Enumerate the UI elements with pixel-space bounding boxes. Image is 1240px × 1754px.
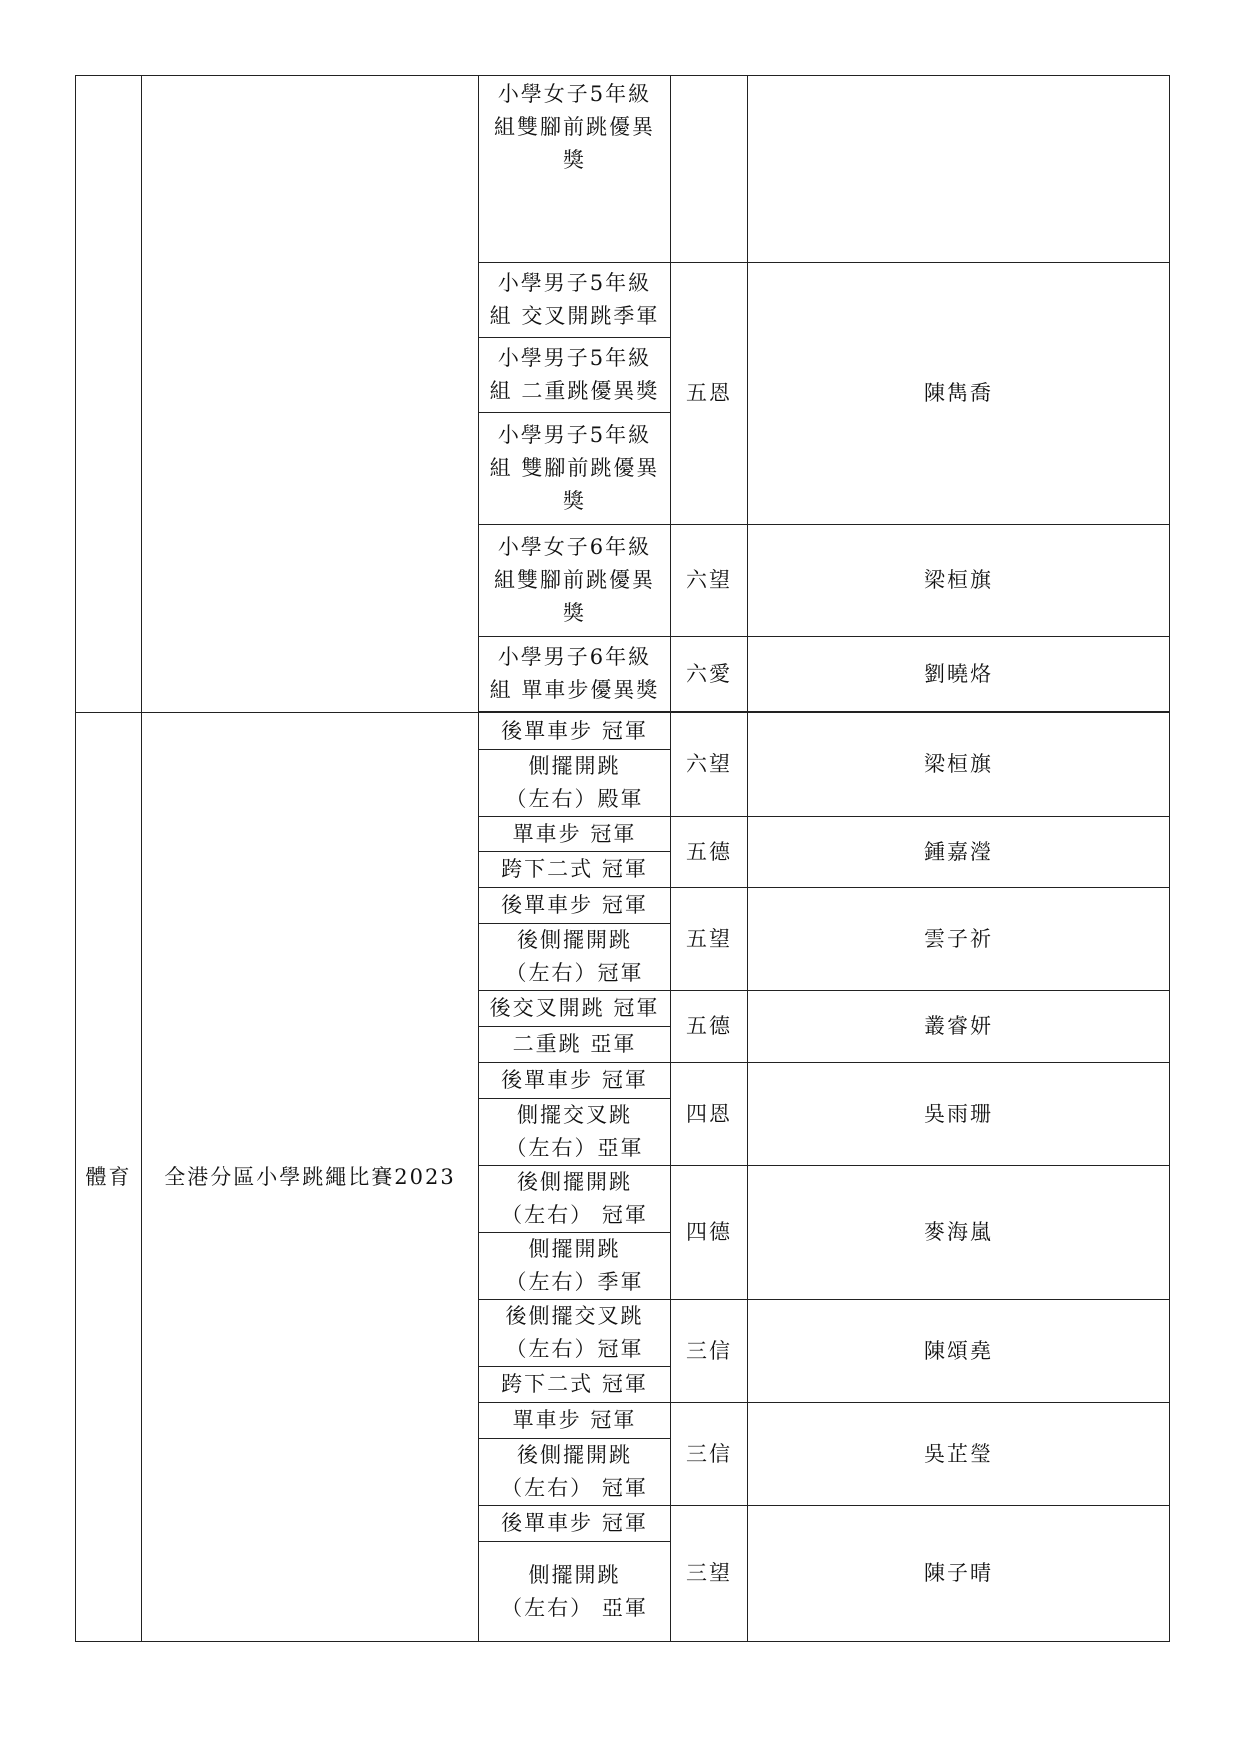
award-line: 小學女子5年級	[497, 82, 652, 106]
award-line: 後交叉開跳 冠軍	[489, 996, 660, 1020]
award-line: 側擺交叉跳	[517, 1103, 632, 1127]
class-cell: 四德	[671, 1166, 748, 1300]
award-cell	[479, 525, 671, 637]
award-line: 組 雙腳前跳優異	[489, 456, 660, 480]
student-name: 陳雋喬	[748, 263, 1170, 525]
competition-name: 全港分區小學跳繩比賽2023	[142, 713, 479, 1642]
award-line: （左右） 冠軍	[501, 1203, 648, 1227]
award-line: （左右）季軍	[505, 1270, 644, 1294]
award-line: 小學女子6年級	[497, 535, 652, 559]
award-cell	[479, 1099, 671, 1166]
award-line: 單車步 冠軍	[512, 821, 637, 846]
class-cell: 六望	[671, 525, 748, 637]
student-name: 梁桓旗	[748, 525, 1170, 637]
award-cell	[479, 637, 671, 712]
category-cell-continued	[76, 76, 142, 713]
award-cell	[479, 750, 671, 817]
award-cell	[479, 1300, 671, 1367]
award-line: 後單車步 冠軍	[501, 1068, 648, 1092]
award-cell	[479, 1367, 671, 1403]
award-line: 獎	[563, 148, 586, 172]
award-line: 小學男子6年級	[497, 645, 652, 669]
award-line: 跨下二式 冠軍	[501, 857, 648, 881]
award-line: 組 交叉開跳季軍	[489, 304, 660, 328]
award-line: 小學男子5年級	[497, 271, 652, 295]
award-line: （左右）冠軍	[505, 1337, 644, 1361]
award-line: 獎	[563, 489, 586, 513]
award-cell	[479, 413, 671, 525]
award-line: 組雙腳前跳優異	[494, 568, 655, 592]
name-cell	[748, 76, 1170, 263]
award-line: 獎	[563, 601, 586, 625]
award-cell	[479, 852, 671, 888]
student-name: 麥海嵐	[748, 1166, 1170, 1300]
student-name: 鍾嘉瀅	[748, 817, 1170, 888]
award-line: 側擺開跳	[528, 1237, 621, 1261]
award-cell	[479, 817, 671, 852]
award-line: 跨下二式 冠軍	[501, 1372, 648, 1396]
class-cell	[671, 76, 748, 263]
award-line: 後單車步 冠軍	[501, 718, 648, 743]
class-cell: 五德	[671, 817, 748, 888]
award-line: 側擺開跳	[528, 754, 621, 778]
award-line: 組 單車步優異獎	[489, 678, 660, 702]
awards-table	[75, 75, 1170, 1642]
award-cell	[479, 1166, 671, 1233]
award-line: 後單車步 冠軍	[501, 1511, 648, 1535]
class-cell: 三信	[671, 1403, 748, 1506]
award-line: （左右） 亞軍	[501, 1595, 648, 1620]
award-line: 後側擺開跳	[517, 1170, 632, 1194]
award-line: （左右）冠軍	[505, 961, 644, 985]
award-line: 後側擺開跳	[517, 1443, 632, 1467]
award-cell	[479, 991, 671, 1027]
award-line: 單車步 冠軍	[512, 1408, 637, 1432]
award-cell	[479, 338, 671, 413]
award-line: 側擺開跳	[528, 1562, 621, 1587]
award-cell	[479, 1439, 671, 1506]
class-cell: 三信	[671, 1300, 748, 1403]
award-line: 後側擺開跳	[517, 928, 632, 952]
category-cell: 體育	[76, 713, 142, 1642]
student-name: 梁桓旗	[748, 713, 1170, 817]
award-line: 組 二重跳優異獎	[489, 379, 660, 403]
class-cell: 四恩	[671, 1063, 748, 1166]
student-name: 吳芷瑩	[748, 1403, 1170, 1506]
award-cell	[479, 1233, 671, 1300]
award-cell	[479, 1063, 671, 1099]
student-name: 雲子祈	[748, 888, 1170, 991]
award-line: 組雙腳前跳優異	[494, 115, 655, 139]
award-line: （左右）亞軍	[505, 1136, 644, 1160]
award-line: （左右） 冠軍	[501, 1476, 648, 1500]
student-name: 陳子晴	[748, 1506, 1170, 1642]
competition-cell-continued	[142, 76, 479, 713]
student-name: 劉曉烙	[748, 637, 1170, 712]
award-cell	[479, 924, 671, 991]
award-line: 後單車步 冠軍	[501, 893, 648, 917]
student-name: 叢睿妍	[748, 991, 1170, 1063]
student-name: 吳雨珊	[748, 1063, 1170, 1166]
class-cell: 六愛	[671, 637, 748, 712]
award-line: （左右）殿軍	[505, 787, 644, 811]
award-cell	[479, 1542, 671, 1642]
award-cell	[479, 1027, 671, 1063]
student-name: 陳頌堯	[748, 1300, 1170, 1403]
award-cell	[479, 76, 671, 263]
class-cell: 三望	[671, 1506, 748, 1642]
award-line: 小學男子5年級	[497, 346, 652, 370]
award-cell	[479, 1403, 671, 1439]
award-cell	[479, 1506, 671, 1542]
award-cell	[479, 263, 671, 338]
award-cell	[479, 888, 671, 924]
class-cell: 五望	[671, 888, 748, 991]
class-cell: 五德	[671, 991, 748, 1063]
class-cell: 五恩	[671, 263, 748, 525]
award-line: 二重跳 亞軍	[512, 1032, 637, 1056]
award-line: 後側擺交叉跳	[505, 1304, 644, 1328]
class-cell: 六望	[671, 713, 748, 817]
award-line: 小學男子5年級	[497, 423, 652, 447]
award-cell	[479, 713, 671, 750]
